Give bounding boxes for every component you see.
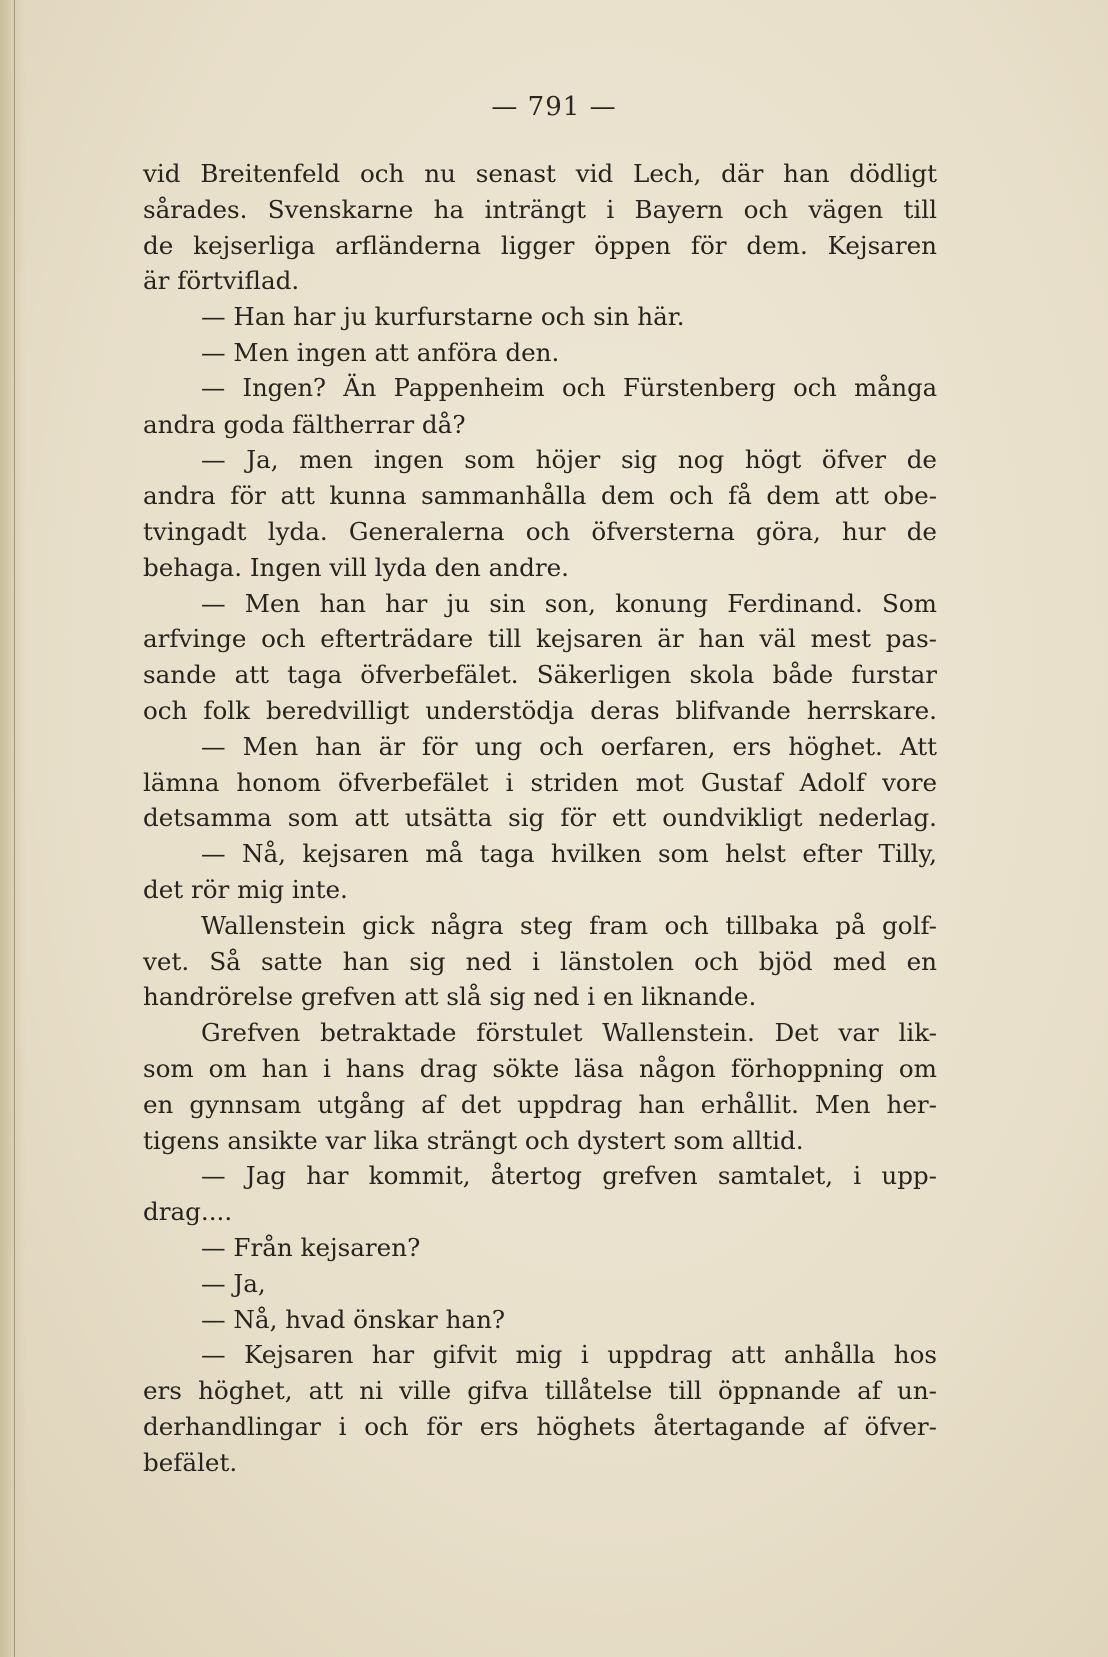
text-line: det rör mig inte. [143,874,348,904]
text-line: vid Breitenfeld och nu senast vid Lech, där han dödligt [143,159,937,188]
text-line: — Kejsaren har gifvit mig i uppdrag att anhålla hos [201,1340,937,1370]
text-line: ers höghet, att ni ville gifva tillåtelse till öppnande af un- [143,1376,937,1406]
text-line: — Ja, [201,1268,266,1298]
text-line: — Nå, kejsaren må taga hvilken som helst efter Tilly, [201,839,937,869]
text-line: handrörelse grefven att slå sig ned i en liknande. [143,982,757,1012]
text-line: tigens ansikte var lika strängt och dystert som alltid. [143,1125,804,1155]
text-line: och folk beredvilligt understödja deras blifvande herrskare. [143,695,937,725]
text-line: andra goda fältherrar då? [143,409,466,439]
body-text [143,156,937,1480]
text-line: — Men han har ju sin son, konung Ferdinand. Som [201,588,937,618]
text-line: detsamma som att utsätta sig för ett oundvikligt nederlag. [143,803,937,833]
text-line: en gynnsam utgång af det uppdrag han erhållit. Men her- [143,1089,937,1119]
text-line: — Jag har kommit, återtog grefven samtalet, i upp- [201,1161,937,1191]
text-line: är förtviflad. [143,266,300,296]
text-line: — Ingen? Än Pappenheim och Fürstenberg och många [201,373,937,402]
text-line: — Nå, hvad önskar han? [201,1304,506,1334]
text-line: de kejserliga arfländerna ligger öppen för dem. Kejsaren [143,230,937,260]
text-line: Wallenstein gick några steg fram och tillbaka på golf- [201,910,937,940]
text-line: som om han i hans drag sökte läsa någon förhoppning om [143,1053,937,1083]
text-line: drag.... [143,1197,233,1227]
text-line: behaga. Ingen vill lyda den andre. [143,552,569,582]
page-binding-shadow [0,0,26,1657]
text-line: — Men ingen att anföra den. [201,337,560,367]
text-line: tvingadt lyda. Generalerna och öfversterna göra, hur de [143,516,937,546]
text-line: vet. Så satte han sig ned i länstolen och bjöd med en [143,946,937,976]
page-binding-edge-line [14,0,15,1657]
page-number: — 791 — [491,92,617,122]
text-line: Grefven betraktade förstulet Wallenstein. Det var lik- [201,1018,937,1048]
text-line: — Ja, men ingen som höjer sig nog högt öfver de [201,445,937,475]
text-line: — Men han är för ung och oerfaren, ers höghet. Att [201,731,937,761]
text-line: arfvinge och efterträdare till kejsaren är han väl mest pas- [143,624,937,654]
text-line: — Från kejsaren? [201,1232,421,1262]
text-line: sande att taga öfverbefälet. Säkerligen skola både furstar [143,660,937,690]
text-line: befälet. [143,1447,238,1477]
text-line: lämna honom öfverbefälet i striden mot Gustaf Adolf vore [143,767,937,797]
text-line: — Han har ju kurfurstarne och sin här. [201,302,685,332]
text-line: sårades. Svenskarne ha inträngt i Bayern och vägen till [143,194,937,224]
text-line: derhandlingar i och för ers höghets återtagande af öfver- [143,1411,937,1441]
text-line: andra för att kunna sammanhålla dem och få dem att obe- [143,481,937,511]
